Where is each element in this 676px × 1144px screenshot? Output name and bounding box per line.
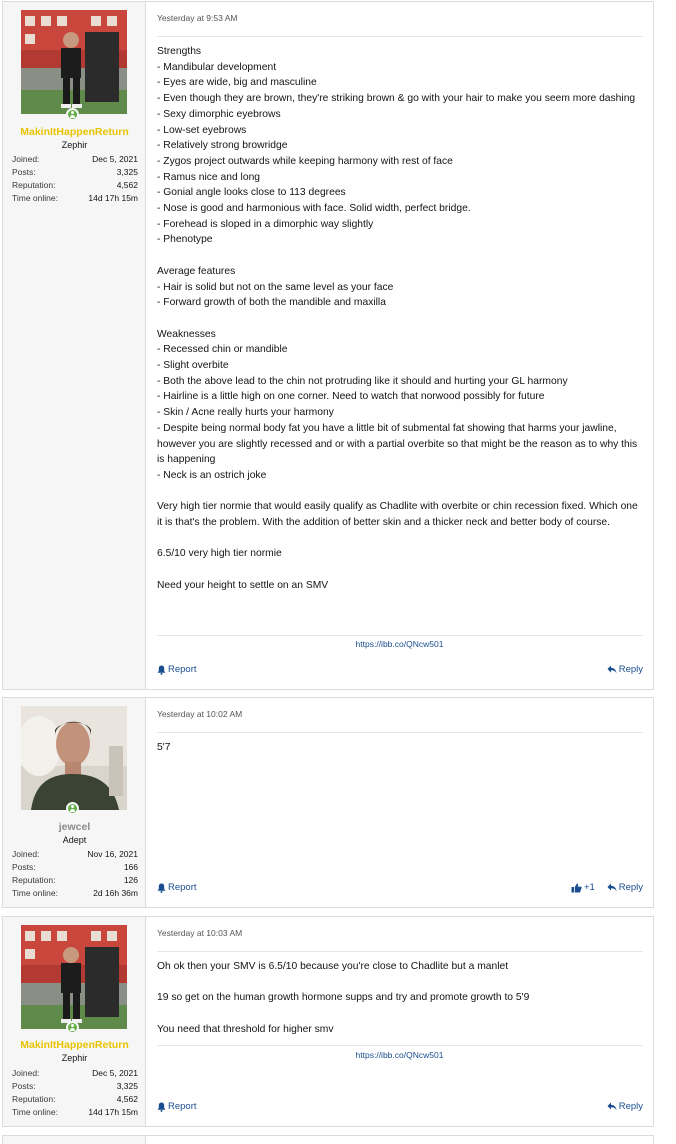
- message-line: - Forward growth of both the mandible and maxilla: [157, 297, 386, 309]
- stat-label: Joined:: [12, 1068, 40, 1078]
- message-line: - Low-set eyebrows: [157, 124, 247, 136]
- online-status-icon: [66, 1021, 79, 1034]
- paragraph-gap: [157, 975, 643, 991]
- stat-label: Reputation:: [12, 180, 56, 190]
- stat-posts: [12, 166, 138, 179]
- message-line: - Recessed chin or mandible: [157, 344, 288, 356]
- message-line: 19 so get on the human growth hormone supps and try and promote growth to 5'9: [157, 992, 530, 1004]
- report-label: Report: [168, 1101, 197, 1112]
- message-line: Need your height to settle on an SMV: [157, 579, 329, 591]
- stat-label: Posts:: [12, 1081, 36, 1091]
- divider: [157, 635, 643, 636]
- divider: [157, 732, 643, 733]
- stat-value: 14d 17h 15m: [88, 193, 138, 203]
- stat-value: Nov 16, 2021: [87, 849, 138, 859]
- online-status-icon: [66, 108, 79, 121]
- message-line: You need that threshold for higher smv: [157, 1023, 334, 1035]
- stat-value: 166: [123, 862, 138, 872]
- message-line: Oh ok then your SMV is 6.5/10 because you're close to Chadlite but a manlet: [157, 961, 509, 972]
- post-message: [157, 44, 643, 594]
- reply-button[interactable]: [607, 664, 643, 675]
- reply-label: Reply: [618, 882, 643, 893]
- divider: [157, 951, 643, 952]
- like-count: +1: [584, 882, 595, 893]
- post-content: [146, 698, 653, 907]
- post-date[interactable]: Yesterday at 9:53 AM: [157, 13, 238, 23]
- post-content: [146, 2, 653, 689]
- paragraph-gap: [157, 562, 643, 578]
- user-title: Zephir: [61, 1053, 88, 1063]
- paragraph-gap: [157, 248, 643, 264]
- stat-time-online: [12, 192, 138, 205]
- stat-joined: [12, 1067, 138, 1080]
- message-line: Average features: [157, 265, 236, 277]
- reply-icon: [607, 1102, 617, 1111]
- stat-label: Reputation:: [12, 1094, 56, 1104]
- stat-joined: [12, 153, 138, 166]
- stat-value: 4,562: [116, 180, 138, 190]
- reply-button[interactable]: [607, 1101, 643, 1112]
- avatar[interactable]: [21, 925, 127, 1029]
- message-line: 6.5/10 very high tier normie: [157, 548, 282, 560]
- user-stats: [12, 153, 138, 205]
- stat-time-online: [12, 887, 138, 900]
- signature-link[interactable]: https://ibb.co/QNcw501: [355, 639, 444, 649]
- stat-time-online: [12, 1106, 138, 1119]
- stat-label: Joined:: [12, 154, 40, 164]
- reply-label: Reply: [618, 664, 643, 675]
- message-line: - Ramus nice and long: [157, 171, 261, 183]
- post-message: [157, 740, 643, 756]
- stat-value: Dec 5, 2021: [92, 1068, 138, 1078]
- stat-posts: [12, 861, 138, 874]
- message-line: - Hairline is a little high on one corner. Need to watch that norwood possibly for future: [157, 391, 545, 403]
- username[interactable]: MakinItHappenReturn: [20, 1039, 129, 1051]
- stat-value: 126: [123, 875, 138, 885]
- username[interactable]: MakinItHappenReturn: [20, 126, 129, 138]
- thumbs-up-icon: [571, 883, 582, 893]
- user-info-panel: [3, 698, 146, 907]
- post: [2, 1, 654, 690]
- report-button[interactable]: [157, 882, 197, 893]
- message-line: Weaknesses: [157, 328, 216, 340]
- post-date[interactable]: Yesterday at 10:02 AM: [157, 709, 243, 719]
- report-button[interactable]: [157, 1101, 197, 1112]
- message-line: - Skin / Acne really hurts your harmony: [157, 407, 334, 419]
- post: [2, 697, 654, 908]
- report-label: Report: [168, 882, 197, 893]
- stat-reputation: [12, 179, 138, 192]
- user-title: Zephir: [61, 140, 88, 150]
- stat-label: Time online:: [12, 193, 58, 203]
- stat-label: Reputation:: [12, 875, 56, 885]
- paragraph-gap: [157, 531, 643, 547]
- stat-value: 14d 17h 15m: [88, 1107, 138, 1117]
- next-post-content-edge: [145, 1136, 653, 1144]
- stat-value: 4,562: [116, 1094, 138, 1104]
- user-stats: [12, 1067, 138, 1119]
- post-date[interactable]: Yesterday at 10:03 AM: [157, 928, 243, 938]
- post-message: [157, 959, 643, 1037]
- post: [2, 916, 654, 1127]
- user-info-panel: [3, 2, 146, 689]
- avatar[interactable]: [21, 706, 127, 810]
- reply-label: Reply: [618, 1101, 643, 1112]
- message-line: Very high tier normie that would easily qualify as Chadlite with overbite or chin recession fixed. Which one it is that's the problem. With the addition of better skin and a thicker neck and better body of course.: [157, 501, 638, 529]
- stat-label: Joined:: [12, 849, 40, 859]
- username[interactable]: jewcel: [58, 821, 91, 833]
- stat-label: Time online:: [12, 888, 58, 898]
- next-post-edge: [2, 1135, 654, 1144]
- message-line: - Both the above lead to the chin not protruding like it should and hurting your GL harmony: [157, 375, 568, 387]
- paragraph-gap: [157, 311, 643, 327]
- message-line: - Mandibular development: [157, 61, 277, 73]
- post-content: [146, 917, 653, 1126]
- stat-value: 2d 16h 36m: [93, 888, 138, 898]
- message-line: - Nose is good and harmonious with face. Solid width, perfect bridge.: [157, 203, 471, 215]
- message-line: - Relatively strong browridge: [157, 140, 288, 152]
- bell-icon: [157, 1102, 166, 1112]
- message-line: - Hair is solid but not on the same level as your face: [157, 281, 394, 293]
- stat-reputation: [12, 874, 138, 887]
- user-info-panel: [3, 917, 146, 1126]
- stat-label: Posts:: [12, 862, 36, 872]
- divider: [157, 1045, 643, 1046]
- stat-label: Posts:: [12, 167, 36, 177]
- signature-link[interactable]: https://ibb.co/QNcw501: [355, 1050, 444, 1060]
- reply-icon: [607, 883, 617, 892]
- divider: [157, 36, 643, 37]
- stat-label: Time online:: [12, 1107, 58, 1117]
- message-line: - Despite being normal body fat you have a little bit of submental fat showing that harms your jawline, however you are slightly recessed and or with a partial overbite so that might be the reason as to why this is happening: [157, 422, 638, 466]
- message-line: - Neck is an ostrich joke: [157, 469, 267, 481]
- message-line: - Zygos project outwards while keeping harmony with rest of face: [157, 155, 453, 167]
- stat-value: 3,325: [116, 167, 138, 177]
- stat-value: 3,325: [116, 1081, 138, 1091]
- report-label: Report: [168, 664, 197, 675]
- stat-value: Dec 5, 2021: [92, 154, 138, 164]
- like-button[interactable]: [571, 882, 595, 893]
- message-line: - Gonial angle looks close to 113 degrees: [157, 187, 346, 199]
- stat-joined: [12, 848, 138, 861]
- avatar[interactable]: [21, 10, 127, 114]
- paragraph-gap: [157, 484, 643, 500]
- paragraph-gap: [157, 1006, 643, 1022]
- message-line: - Phenotype: [157, 234, 213, 246]
- reply-icon: [607, 665, 617, 674]
- message-line: - Even though they are brown, they're striking brown & go with your hair to make you seem more dashing: [157, 93, 636, 105]
- message-line: Strengths: [157, 46, 202, 57]
- stat-posts: [12, 1080, 138, 1093]
- message-line: - Eyes are wide, big and masculine: [157, 77, 317, 89]
- report-button[interactable]: [157, 664, 197, 675]
- reply-button[interactable]: [607, 882, 643, 893]
- message-line: - Slight overbite: [157, 360, 229, 372]
- message-line: - Sexy dimorphic eyebrows: [157, 108, 281, 120]
- online-status-icon: [66, 802, 79, 815]
- message-line: - Forehead is sloped in a dimorphic way slightly: [157, 218, 374, 230]
- user-stats: [12, 848, 138, 900]
- message-line: 5'7: [157, 742, 171, 753]
- bell-icon: [157, 883, 166, 893]
- bell-icon: [157, 665, 166, 675]
- user-title: Adept: [62, 835, 87, 845]
- stat-reputation: [12, 1093, 138, 1106]
